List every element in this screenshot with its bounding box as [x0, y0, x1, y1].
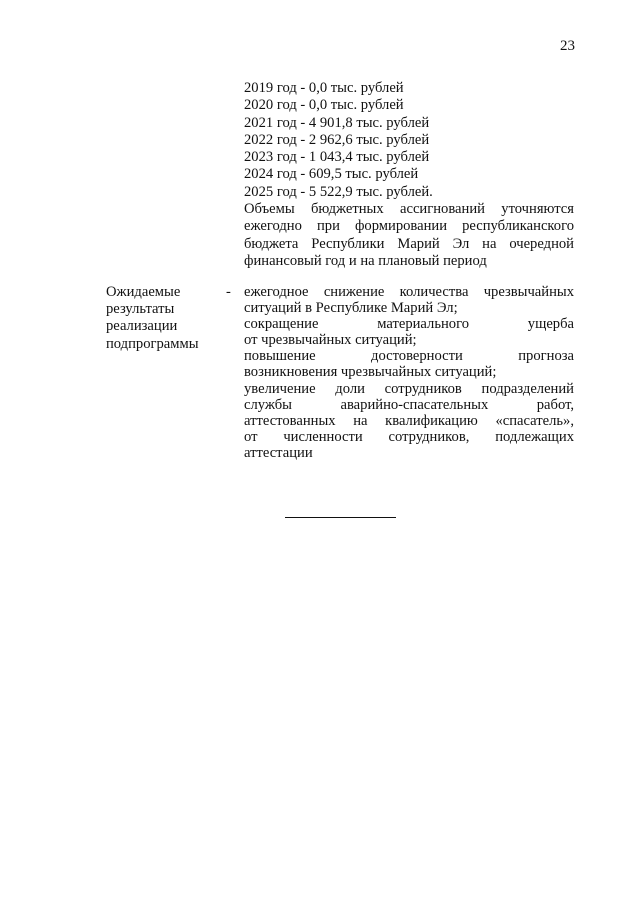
budget-note-line: финансовый год и на плановый период: [244, 252, 487, 269]
result-line: аттестации: [244, 444, 313, 461]
funding-year-2024: 2024 год - 609,5 тыс. рублей: [244, 166, 419, 183]
expected-results-label: [106, 284, 199, 353]
budget-note-line: ежегодно при формировании республиканского: [244, 218, 574, 235]
result-line: повышение достоверности прогноза: [244, 348, 574, 365]
label-line: Ожидаемые: [106, 284, 181, 300]
result-line: сокращение материального ущерба: [244, 316, 574, 333]
result-line: возникновения чрезвычайных ситуаций;: [244, 364, 497, 381]
budget-note-line: Объемы бюджетных ассигнований уточняются: [244, 201, 574, 217]
funding-by-year-list: [244, 80, 574, 201]
result-line: ситуаций в Республике Марий Эл;: [244, 300, 458, 317]
result-line: аттестованных на квалификацию «спасатель»,: [244, 412, 574, 429]
label-separator-dash: -: [226, 284, 231, 300]
result-line: от чрезвычайных ситуаций;: [244, 332, 417, 349]
label-line: подпрограммы: [106, 335, 199, 352]
funding-year-2023: 2023 год - 1 043,4 тыс. рублей: [244, 149, 430, 166]
result-line: службы аварийно-спасательных работ,: [244, 396, 574, 413]
budget-note: [244, 201, 574, 270]
funding-year-2025: 2025 год - 5 522,9 тыс. рублей.: [244, 183, 433, 200]
funding-year-2021: 2021 год - 4 901,8 тыс. рублей: [244, 114, 430, 131]
label-line: реализации: [106, 318, 178, 335]
label-line: результаты: [106, 301, 175, 318]
end-of-section-rule: [285, 517, 396, 518]
expected-results-list: [244, 284, 574, 461]
result-line: ежегодное снижение количества чрезвычайных: [244, 284, 574, 300]
budget-note-line: бюджета Республики Марий Эл на очередной: [244, 235, 574, 252]
page-number: 23: [560, 38, 575, 54]
funding-year-2020: 2020 год - 0,0 тыс. рублей: [244, 97, 404, 114]
funding-year-2022: 2022 год - 2 962,6 тыс. рублей: [244, 131, 430, 148]
result-line: увеличение доли сотрудников подразделений: [244, 380, 574, 397]
funding-year-2019: 2019 год - 0,0 тыс. рублей: [244, 80, 404, 96]
result-line: от численности сотрудников, подлежащих: [244, 428, 574, 445]
